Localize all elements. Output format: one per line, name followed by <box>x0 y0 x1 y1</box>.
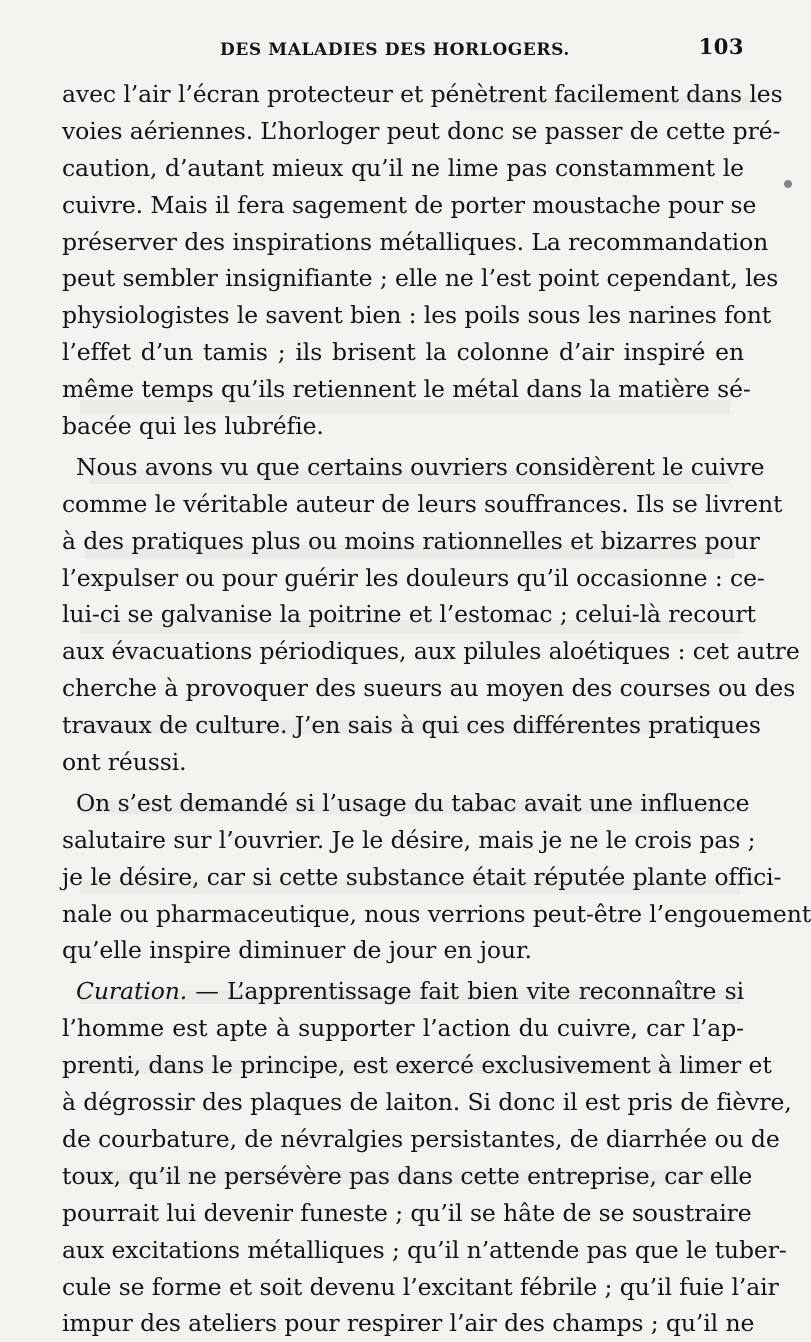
text-line: même temps qu’ils retiennent le métal dans la matière sé- <box>62 375 751 404</box>
text-line: On s’est demandé si l’usage du tabac avait une influence <box>76 788 750 817</box>
text-line: qu’elle inspire diminuer de jour en jour. <box>62 936 532 965</box>
text-line: caution, d’autant mieux qu’il ne lime pas constamment le <box>62 153 744 182</box>
text-line: à des pratiques plus ou moins rationnelles et bizarres pour <box>62 526 760 555</box>
page-header <box>62 34 744 64</box>
text-line: l’expulser ou pour guérir les douleurs qu’il occasionne : ce- <box>62 563 765 592</box>
text-line: l’homme est apte à supporter l’action du cuivre, car l’ap- <box>62 1014 744 1043</box>
text-line: cuivre. Mais il fera sagement de porter moustache pour se <box>62 190 757 219</box>
text-line: avec l’air l’écran protecteur et pénètrent facilement dans les <box>62 80 783 108</box>
text-line: cherche à provoquer des sueurs au moyen des courses ou des <box>62 674 796 703</box>
text-line: travaux de culture. J’en sais à qui ces différentes pratiques <box>62 711 761 740</box>
text-line: de courbature, de névralgies persistantes, de diarrhée ou de <box>62 1124 780 1153</box>
line-text: — L’apprentissage fait bien vite reconnaître si <box>187 977 744 1006</box>
text-line: cule se forme et soit devenu l’excitant fébrile ; qu’il fuie l’air <box>62 1272 779 1301</box>
page-number: 103 <box>698 34 744 59</box>
text-line: impur des ateliers pour respirer l’air des champs ; qu’il ne <box>62 1309 755 1338</box>
paragraph-4 <box>62 973 792 1342</box>
running-head: DES MALADIES DES HORLOGERS. <box>220 40 570 60</box>
text-line: aux excitations métalliques ; qu’il n’attende pas que le tuber- <box>62 1235 787 1264</box>
text-line: ont réussi. <box>62 748 187 777</box>
text-line: prenti, dans le principe, est exercé exclusivement à limer et <box>62 1051 772 1080</box>
body-text <box>62 76 811 1342</box>
paragraph-2 <box>62 449 800 781</box>
text-line: voies aériennes. L’horloger peut donc se passer de cette pré- <box>62 116 781 145</box>
text-line: Nous avons vu que certains ouvriers considèrent le cuivre <box>76 452 765 481</box>
text-line: nale ou pharmaceutique, nous verrions peut-être l’engouement <box>62 899 811 928</box>
text-line: préserver des inspirations métalliques. La recommandation <box>62 227 769 256</box>
text-line: comme le véritable auteur de leurs souffrances. Ils se livrent <box>62 489 783 518</box>
text-line: pourrait lui devenir funeste ; qu’il se hâte de se soustraire <box>62 1198 752 1227</box>
section-lead: Curation. <box>76 977 188 1006</box>
text-line: aux évacuations périodiques, aux pilules aloétiques : cet autre <box>62 637 800 666</box>
text-line: salutaire sur l’ouvrier. Je le désire, mais je ne le crois pas ; <box>62 825 756 854</box>
text-line: je le désire, car si cette substance était réputée plante offici- <box>62 862 782 891</box>
text-line: bacée qui les lubréfie. <box>62 412 324 441</box>
ink-speck <box>784 180 792 188</box>
text-line: l’effet d’un tamis ; ils brisent la colonne d’air inspiré en <box>62 338 744 367</box>
text-line: lui-ci se galvanise la poitrine et l’estomac ; celui-là recourt <box>62 600 756 629</box>
paragraph-3 <box>62 785 811 969</box>
text-line: à dégrossir des plaques de laiton. Si donc il est pris de fièvre, <box>62 1088 792 1117</box>
text-line: peut sembler insignifiante ; elle ne l’est point cependant, les <box>62 264 779 293</box>
text-line: physiologistes le savent bien : les poils sous les narines font <box>62 301 772 330</box>
paragraph-1 <box>62 76 783 445</box>
text-line <box>62 973 744 1010</box>
text-line: toux, qu’il ne persévère pas dans cette entreprise, car elle <box>62 1161 753 1190</box>
